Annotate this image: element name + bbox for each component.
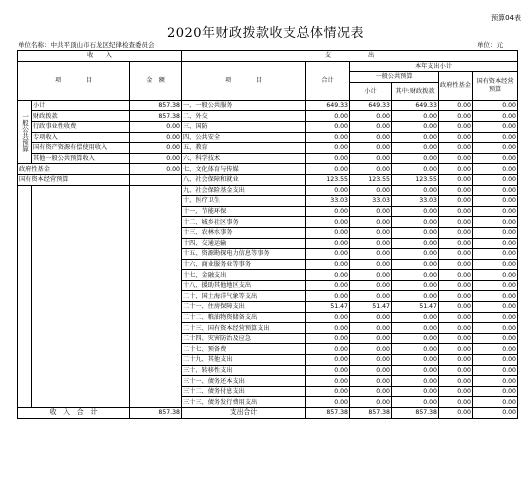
expense-state-capital: 0.00 bbox=[473, 333, 518, 344]
expense-item: 四、公共安全 bbox=[182, 132, 306, 143]
expense-fiscal: 0.00 bbox=[392, 333, 439, 344]
expense-subtotal: 0.00 bbox=[350, 323, 392, 334]
expense-item: 三十一、债务还本支出 bbox=[182, 376, 306, 387]
total-header: 合计 bbox=[306, 61, 350, 100]
expense-state-capital: 0.00 bbox=[473, 386, 518, 397]
expense-state-capital: 0.00 bbox=[473, 153, 518, 164]
expense-gov-fund: 0.00 bbox=[439, 100, 473, 111]
expense-total: 0.00 bbox=[306, 291, 350, 302]
income-amount: 0.00 bbox=[130, 164, 182, 175]
income-amount: 0.00 bbox=[130, 121, 182, 132]
expense-gov-fund: 0.00 bbox=[439, 132, 473, 143]
expense-item: 二十一、住房保障支出 bbox=[182, 302, 306, 313]
expense-state-capital: 0.00 bbox=[473, 121, 518, 132]
income-item: 行政事业性收费 bbox=[32, 121, 130, 132]
expense-fiscal: 0.00 bbox=[392, 312, 439, 323]
expense-state-capital: 0.00 bbox=[473, 365, 518, 376]
expense-state-capital: 0.00 bbox=[473, 185, 518, 196]
expense-fiscal: 0.00 bbox=[392, 217, 439, 228]
expense-item: 三十二、债务付息支出 bbox=[182, 386, 306, 397]
income-amount: 857.38 bbox=[130, 111, 182, 122]
expense-gov-fund: 0.00 bbox=[439, 143, 473, 154]
fiscal-header: 其中:财政拨款 bbox=[392, 82, 439, 100]
income-amount: 0.00 bbox=[130, 153, 182, 164]
expense-fiscal: 0.00 bbox=[392, 143, 439, 154]
expense-total: 0.00 bbox=[306, 227, 350, 238]
income-amount: 857.38 bbox=[130, 100, 182, 111]
expense-state-capital: 0.00 bbox=[473, 111, 518, 122]
expense-fiscal: 123.55 bbox=[392, 174, 439, 185]
expense-fiscal: 649.33 bbox=[392, 100, 439, 111]
expense-gov-fund: 0.00 bbox=[439, 302, 473, 313]
grand-fiscal: 857.38 bbox=[392, 408, 439, 419]
expense-total: 0.00 bbox=[306, 397, 350, 408]
expense-fiscal: 0.00 bbox=[392, 111, 439, 122]
expense-total: 0.00 bbox=[306, 365, 350, 376]
amount-header: 金 额 bbox=[130, 61, 182, 100]
income-item: 政府性基金 bbox=[18, 164, 130, 175]
totals-row bbox=[18, 408, 518, 419]
expense-state-capital: 0.00 bbox=[473, 302, 518, 313]
expense-state-capital: 0.00 bbox=[473, 270, 518, 281]
expense-total: 0.00 bbox=[306, 280, 350, 291]
income-item: 财政拨款 bbox=[32, 111, 130, 122]
income-item: 其他一般公共预算收入 bbox=[32, 153, 130, 164]
expense-fiscal: 51.47 bbox=[392, 302, 439, 313]
expense-total: 0.00 bbox=[306, 164, 350, 175]
expense-state-capital: 0.00 bbox=[473, 323, 518, 334]
income-amount: 0.00 bbox=[130, 132, 182, 143]
table-row bbox=[18, 143, 518, 154]
income-item: 国有资本经营预算 bbox=[18, 174, 130, 185]
expense-state-capital: 0.00 bbox=[473, 280, 518, 291]
expense-item: 十四、交通运输 bbox=[182, 238, 306, 249]
expense-item: 二十二、粮油物资储备支出 bbox=[182, 312, 306, 323]
expense-fiscal: 0.00 bbox=[392, 386, 439, 397]
expense-gov-fund: 0.00 bbox=[439, 164, 473, 175]
expense-fiscal: 0.00 bbox=[392, 164, 439, 175]
expense-total: 0.00 bbox=[306, 185, 350, 196]
expense-subtotal: 51.47 bbox=[350, 302, 392, 313]
income-item: 专项收入 bbox=[32, 132, 130, 143]
expense-state-capital: 0.00 bbox=[473, 100, 518, 111]
expense-gov-fund: 0.00 bbox=[439, 376, 473, 387]
expense-gov-fund: 0.00 bbox=[439, 386, 473, 397]
expense-total: 0.00 bbox=[306, 333, 350, 344]
expense-state-capital: 0.00 bbox=[473, 312, 518, 323]
table-row bbox=[18, 111, 518, 122]
expense-subtotal: 0.00 bbox=[350, 355, 392, 366]
general-budget-header: 一般公共预算 bbox=[350, 72, 439, 83]
expense-item: 七、文化体育与传媒 bbox=[182, 164, 306, 175]
expense-fiscal: 0.00 bbox=[392, 376, 439, 387]
expense-total: 0.00 bbox=[306, 259, 350, 270]
expense-item: 二、外交 bbox=[182, 111, 306, 122]
expense-subtotal: 0.00 bbox=[350, 397, 392, 408]
expense-item: 十二、城乡社区事务 bbox=[182, 217, 306, 228]
expense-total: 0.00 bbox=[306, 206, 350, 217]
table-row bbox=[18, 121, 518, 132]
expense-item: 二十九、其他支出 bbox=[182, 355, 306, 366]
expense-item: 九、社会保险基金支出 bbox=[182, 185, 306, 196]
expense-subtotal: 649.33 bbox=[350, 100, 392, 111]
expense-item: 十三、农林水事务 bbox=[182, 227, 306, 238]
expense-subtotal: 123.55 bbox=[350, 174, 392, 185]
expense-state-capital: 0.00 bbox=[473, 249, 518, 260]
grand-state-capital: 0.00 bbox=[473, 408, 518, 419]
expense-total: 0.00 bbox=[306, 355, 350, 366]
expense-state-capital: 0.00 bbox=[473, 227, 518, 238]
expense-item: 五、教育 bbox=[182, 143, 306, 154]
expense-gov-fund: 0.00 bbox=[439, 217, 473, 228]
currency-unit: 单位：元 bbox=[477, 41, 503, 49]
expense-subtotal: 0.00 bbox=[350, 121, 392, 132]
expense-fiscal: 0.00 bbox=[392, 397, 439, 408]
expense-subtotal: 0.00 bbox=[350, 238, 392, 249]
expense-subtotal: 0.00 bbox=[350, 249, 392, 260]
state-capital-header: 国有资本经营预算 bbox=[473, 72, 518, 101]
expense-state-capital: 0.00 bbox=[473, 397, 518, 408]
expense-gov-fund: 0.00 bbox=[439, 397, 473, 408]
expense-gov-fund: 0.00 bbox=[439, 206, 473, 217]
expense-subtotal: 0.00 bbox=[350, 153, 392, 164]
expense-total: 33.03 bbox=[306, 196, 350, 207]
expense-subtotal: 0.00 bbox=[350, 312, 392, 323]
expense-subtotal: 0.00 bbox=[350, 217, 392, 228]
expense-state-capital: 0.00 bbox=[473, 217, 518, 228]
expense-gov-fund: 0.00 bbox=[439, 344, 473, 355]
this-year-header: 本年支出小计 bbox=[350, 61, 518, 72]
expense-fiscal: 0.00 bbox=[392, 344, 439, 355]
expense-total: 0.00 bbox=[306, 132, 350, 143]
expense-item: 十五、资源勘探电力信息等事务 bbox=[182, 249, 306, 260]
expense-fiscal: 0.00 bbox=[392, 355, 439, 366]
expense-gov-fund: 0.00 bbox=[439, 111, 473, 122]
income-item: 国有资产资源有偿使用收入 bbox=[32, 143, 130, 154]
empty-cell bbox=[18, 185, 32, 407]
expense-state-capital: 0.00 bbox=[473, 238, 518, 249]
form-number: 预算04表 bbox=[491, 14, 521, 22]
table-row bbox=[18, 174, 518, 185]
expense-item: 六、科学技术 bbox=[182, 153, 306, 164]
expense-item: 三十、转移性支出 bbox=[182, 365, 306, 376]
expense-item: 三、国防 bbox=[182, 121, 306, 132]
expense-fiscal: 0.00 bbox=[392, 249, 439, 260]
expense-total: 0.00 bbox=[306, 143, 350, 154]
expense-item: 二十七、预备费 bbox=[182, 344, 306, 355]
expense-item: 二十四、灾害防治及应急 bbox=[182, 333, 306, 344]
expense-item: 十、医疗卫生 bbox=[182, 196, 306, 207]
empty-cell bbox=[130, 185, 182, 407]
expense-total: 649.33 bbox=[306, 100, 350, 111]
expense-gov-fund: 0.00 bbox=[439, 121, 473, 132]
expense-total: 0.00 bbox=[306, 376, 350, 387]
expense-subtotal: 0.00 bbox=[350, 333, 392, 344]
expense-total: 0.00 bbox=[306, 270, 350, 281]
expense-total: 51.47 bbox=[306, 302, 350, 313]
expense-state-capital: 0.00 bbox=[473, 344, 518, 355]
unit-name: 单位名称：中共平顶山市石龙区纪律检查委员会 bbox=[18, 41, 155, 49]
expense-state-capital: 0.00 bbox=[473, 143, 518, 154]
expense-item: 十六、商业服务业等事务 bbox=[182, 259, 306, 270]
expense-fiscal: 0.00 bbox=[392, 365, 439, 376]
expense-gov-fund: 0.00 bbox=[439, 153, 473, 164]
expense-item: 二十三、国有资本经营预算支出 bbox=[182, 323, 306, 334]
income-amount bbox=[130, 174, 182, 185]
expense-total: 0.00 bbox=[306, 323, 350, 334]
expense-item-header: 项 目 bbox=[182, 61, 306, 100]
expense-fiscal: 0.00 bbox=[392, 153, 439, 164]
expense-item: 三十三、债务发行费用支出 bbox=[182, 397, 306, 408]
expense-state-capital: 0.00 bbox=[473, 164, 518, 175]
expense-total-label: 支出合计 bbox=[182, 408, 306, 419]
expense-subtotal: 0.00 bbox=[350, 386, 392, 397]
expense-gov-fund: 0.00 bbox=[439, 355, 473, 366]
expense-item: 二十、国土海洋气象等支出 bbox=[182, 291, 306, 302]
subtotal-header: 小计 bbox=[350, 82, 392, 100]
table-row bbox=[18, 164, 518, 175]
expense-gov-fund: 0.00 bbox=[439, 270, 473, 281]
expense-gov-fund: 0.00 bbox=[439, 238, 473, 249]
grand-total: 857.38 bbox=[306, 408, 350, 419]
expense-item: 十七、金融支出 bbox=[182, 270, 306, 281]
expense-total: 0.00 bbox=[306, 217, 350, 228]
expense-subtotal: 0.00 bbox=[350, 227, 392, 238]
table-row bbox=[18, 132, 518, 143]
expense-gov-fund: 0.00 bbox=[439, 333, 473, 344]
expense-total: 0.00 bbox=[306, 153, 350, 164]
expense-gov-fund: 0.00 bbox=[439, 312, 473, 323]
expense-gov-fund: 0.00 bbox=[439, 185, 473, 196]
expense-gov-fund: 0.00 bbox=[439, 227, 473, 238]
expense-gov-fund: 0.00 bbox=[439, 174, 473, 185]
budget-table bbox=[17, 50, 518, 419]
expense-fiscal: 0.00 bbox=[392, 291, 439, 302]
expense-item: 八、社会保障和就业 bbox=[182, 174, 306, 185]
expense-state-capital: 0.00 bbox=[473, 196, 518, 207]
expense-total: 0.00 bbox=[306, 312, 350, 323]
income-total-label: 收 入 合 计 bbox=[18, 408, 130, 419]
empty-cell bbox=[32, 185, 130, 407]
expense-item: 十一、节能环保 bbox=[182, 206, 306, 217]
expense-fiscal: 0.00 bbox=[392, 121, 439, 132]
expense-gov-fund: 0.00 bbox=[439, 259, 473, 270]
expense-gov-fund: 0.00 bbox=[439, 249, 473, 260]
expense-fiscal: 0.00 bbox=[392, 280, 439, 291]
expense-fiscal: 0.00 bbox=[392, 132, 439, 143]
expense-gov-fund: 0.00 bbox=[439, 280, 473, 291]
grand-gov-fund: 0.00 bbox=[439, 408, 473, 419]
expense-subtotal: 0.00 bbox=[350, 132, 392, 143]
income-group-label: 一般公共预算 bbox=[18, 100, 32, 164]
expense-subtotal: 0.00 bbox=[350, 111, 392, 122]
expense-total: 0.00 bbox=[306, 386, 350, 397]
expense-fiscal: 0.00 bbox=[392, 238, 439, 249]
expense-header: 支 出 bbox=[182, 51, 518, 62]
expense-item: 十八、援助其他地区支出 bbox=[182, 280, 306, 291]
expense-total: 0.00 bbox=[306, 238, 350, 249]
expense-fiscal: 0.00 bbox=[392, 259, 439, 270]
expense-fiscal: 0.00 bbox=[392, 206, 439, 217]
expense-subtotal: 33.03 bbox=[350, 196, 392, 207]
expense-subtotal: 0.00 bbox=[350, 270, 392, 281]
grand-subtotal: 857.38 bbox=[350, 408, 392, 419]
expense-state-capital: 0.00 bbox=[473, 259, 518, 270]
expense-subtotal: 0.00 bbox=[350, 344, 392, 355]
table-row bbox=[18, 100, 518, 111]
income-item-header: 项 目 bbox=[18, 61, 130, 100]
expense-item: 一、一般公共服务 bbox=[182, 100, 306, 111]
expense-state-capital: 0.00 bbox=[473, 206, 518, 217]
expense-gov-fund: 0.00 bbox=[439, 365, 473, 376]
expense-state-capital: 0.00 bbox=[473, 376, 518, 387]
expense-state-capital: 0.00 bbox=[473, 355, 518, 366]
expense-gov-fund: 0.00 bbox=[439, 291, 473, 302]
expense-state-capital: 0.00 bbox=[473, 291, 518, 302]
expense-state-capital: 0.00 bbox=[473, 132, 518, 143]
expense-fiscal: 33.03 bbox=[392, 196, 439, 207]
table-row bbox=[18, 185, 518, 196]
expense-subtotal: 0.00 bbox=[350, 143, 392, 154]
income-total-amount: 857.38 bbox=[130, 408, 182, 419]
expense-total: 0.00 bbox=[306, 249, 350, 260]
expense-subtotal: 0.00 bbox=[350, 206, 392, 217]
expense-fiscal: 0.00 bbox=[392, 270, 439, 281]
expense-gov-fund: 0.00 bbox=[439, 323, 473, 334]
expense-subtotal: 0.00 bbox=[350, 259, 392, 270]
expense-subtotal: 0.00 bbox=[350, 291, 392, 302]
expense-total: 0.00 bbox=[306, 111, 350, 122]
page-title: 2020年财政拨款收支总体情况表 bbox=[166, 26, 365, 41]
expense-subtotal: 0.00 bbox=[350, 185, 392, 196]
expense-subtotal: 0.00 bbox=[350, 280, 392, 291]
expense-total: 0.00 bbox=[306, 344, 350, 355]
expense-fiscal: 0.00 bbox=[392, 227, 439, 238]
expense-total: 123.55 bbox=[306, 174, 350, 185]
expense-fiscal: 0.00 bbox=[392, 323, 439, 334]
expense-subtotal: 0.00 bbox=[350, 365, 392, 376]
expense-state-capital: 0.00 bbox=[473, 174, 518, 185]
income-item: 小计 bbox=[32, 100, 130, 111]
table-row bbox=[18, 153, 518, 164]
expense-fiscal: 0.00 bbox=[392, 185, 439, 196]
expense-gov-fund: 0.00 bbox=[439, 196, 473, 207]
income-amount: 0.00 bbox=[130, 143, 182, 154]
expense-total: 0.00 bbox=[306, 121, 350, 132]
expense-subtotal: 0.00 bbox=[350, 376, 392, 387]
expense-subtotal: 0.00 bbox=[350, 164, 392, 175]
gov-fund-header: 政府性基金 bbox=[439, 72, 473, 101]
income-header: 收 入 bbox=[18, 51, 182, 62]
